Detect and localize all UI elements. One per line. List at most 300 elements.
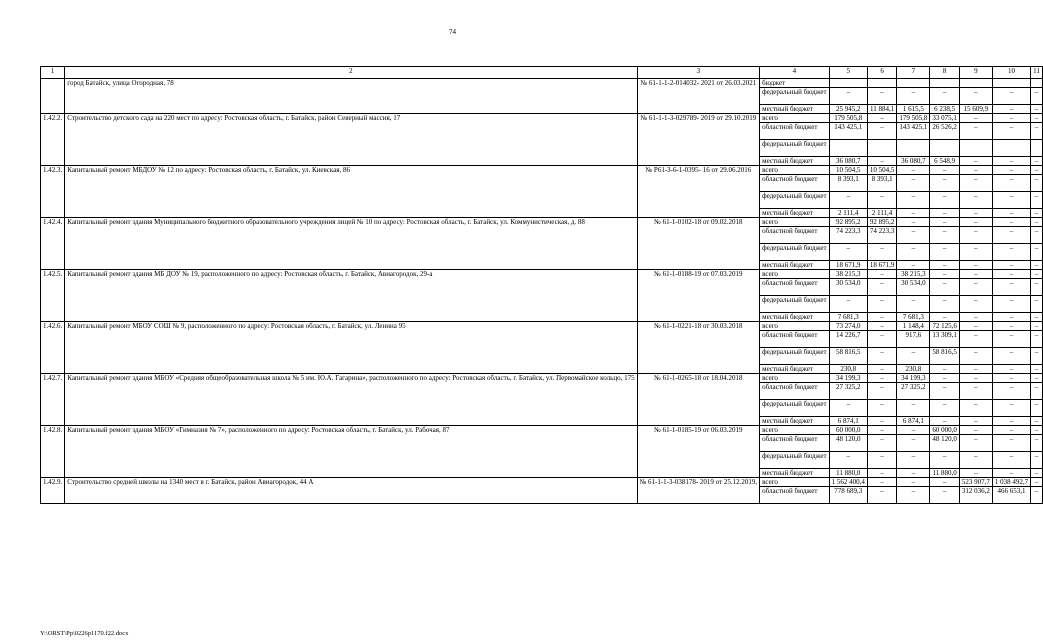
entry-id: 1.42.9. bbox=[41, 478, 65, 504]
amount-cell: 33 075,1 bbox=[930, 114, 960, 123]
amount-cell: – bbox=[867, 383, 897, 400]
amount-cell: 230,8 bbox=[897, 365, 930, 374]
amount-cell: 6 874,1 bbox=[829, 417, 867, 426]
amount-cell bbox=[959, 140, 992, 157]
amount-cell: 38 215,3 bbox=[829, 270, 867, 279]
amount-cell: – bbox=[1031, 383, 1043, 400]
entry-id: 1.42.8. bbox=[41, 426, 65, 478]
amount-cell: – bbox=[930, 452, 960, 469]
amount-cell: 7 681,3 bbox=[829, 313, 867, 322]
amount-cell: – bbox=[1031, 218, 1043, 227]
amount-cell: – bbox=[1031, 105, 1043, 114]
object-name: город Батайск, улица Огородная, 78 bbox=[65, 79, 637, 114]
object-name: Капитальный ремонт МБОУ СОШ № 9, расположенного по адресу: Ростовская область, г. Батайск, ул. Ленина 95 bbox=[65, 322, 637, 374]
amount-cell: – bbox=[959, 88, 992, 105]
amount-cell: – bbox=[829, 452, 867, 469]
amount-cell: – bbox=[897, 348, 930, 365]
amount-cell: 27 325,2 bbox=[897, 383, 930, 400]
expertise-document: № 61-1-1-3-029789- 2019 от 29.10.2019 bbox=[637, 114, 760, 166]
funding-source: федеральный бюджет bbox=[760, 192, 829, 209]
amount-cell: – bbox=[959, 166, 992, 175]
funding-source: федеральный бюджет bbox=[760, 348, 829, 365]
amount-cell: – bbox=[1031, 313, 1043, 322]
amount-cell: 143 425,1 bbox=[897, 123, 930, 140]
amount-cell: 34 199,3 bbox=[897, 374, 930, 383]
amount-cell: 38 215,3 bbox=[897, 270, 930, 279]
amount-cell: 6 238,5 bbox=[930, 105, 960, 114]
funding-table bbox=[40, 66, 1043, 504]
funding-source: местный бюджет bbox=[760, 417, 829, 426]
amount-cell: – bbox=[1031, 114, 1043, 123]
amount-cell: – bbox=[867, 487, 897, 504]
amount-cell: – bbox=[992, 88, 1030, 105]
amount-cell bbox=[930, 140, 960, 157]
funding-source: областной бюджет bbox=[760, 227, 829, 244]
amount-cell: 30 534,0 bbox=[829, 279, 867, 296]
amount-cell: 6 548,9 bbox=[930, 157, 960, 166]
amount-cell: – bbox=[867, 469, 897, 478]
amount-cell: 10 504,5 bbox=[829, 166, 867, 175]
amount-cell: – bbox=[829, 296, 867, 313]
amount-cell: – bbox=[930, 478, 960, 487]
funding-source: областной бюджет bbox=[760, 435, 829, 452]
amount-cell bbox=[1031, 140, 1043, 157]
funding-source: федеральный бюджет bbox=[760, 244, 829, 261]
amount-cell: – bbox=[867, 400, 897, 417]
funding-source: всего bbox=[760, 166, 829, 175]
funding-source: местный бюджет bbox=[760, 157, 829, 166]
amount-cell: 1 038 492,7 bbox=[992, 478, 1030, 487]
amount-cell: – bbox=[829, 192, 867, 209]
expertise-document: № 61-1-0185-19 от 06.03.2019 bbox=[637, 426, 760, 478]
amount-cell: – bbox=[1031, 400, 1043, 417]
amount-cell: 1 148,4 bbox=[897, 322, 930, 331]
amount-cell: – bbox=[1031, 426, 1043, 435]
amount-cell: – bbox=[867, 417, 897, 426]
amount-cell: – bbox=[930, 209, 960, 218]
amount-cell: – bbox=[1031, 452, 1043, 469]
funding-source: всего bbox=[760, 374, 829, 383]
funding-source: местный бюджет bbox=[760, 365, 829, 374]
amount-cell: – bbox=[992, 157, 1030, 166]
amount-cell: 143 425,1 bbox=[829, 123, 867, 140]
funding-source: всего bbox=[760, 322, 829, 331]
amount-cell: – bbox=[992, 417, 1030, 426]
amount-cell: – bbox=[930, 383, 960, 400]
amount-cell: 11 880,0 bbox=[930, 469, 960, 478]
amount-cell: – bbox=[897, 400, 930, 417]
amount-cell: 2 111,4 bbox=[867, 209, 897, 218]
amount-cell: – bbox=[959, 374, 992, 383]
amount-cell: – bbox=[1031, 279, 1043, 296]
amount-cell: – bbox=[930, 227, 960, 244]
amount-cell: – bbox=[1031, 296, 1043, 313]
header-cell: 5 bbox=[829, 67, 867, 79]
amount-cell: – bbox=[992, 374, 1030, 383]
amount-cell: – bbox=[867, 435, 897, 452]
header-cell: 9 bbox=[959, 67, 992, 79]
amount-cell: – bbox=[1031, 374, 1043, 383]
expertise-document: № 61-1-0265-18 от 18.04.2018 bbox=[637, 374, 760, 426]
amount-cell: 8 393,1 bbox=[829, 175, 867, 192]
amount-cell: – bbox=[897, 218, 930, 227]
table-row bbox=[41, 270, 1043, 279]
amount-cell: – bbox=[897, 426, 930, 435]
amount-cell: – bbox=[867, 270, 897, 279]
amount-cell: – bbox=[992, 175, 1030, 192]
amount-cell: – bbox=[867, 322, 897, 331]
amount-cell: – bbox=[1031, 331, 1043, 348]
amount-cell: – bbox=[897, 244, 930, 261]
amount-cell: – bbox=[1031, 478, 1043, 487]
amount-cell: – bbox=[1031, 487, 1043, 504]
amount-cell: 179 505,8 bbox=[897, 114, 930, 123]
amount-cell: – bbox=[992, 105, 1030, 114]
amount-cell: – bbox=[1031, 88, 1043, 105]
amount-cell: – bbox=[1031, 469, 1043, 478]
amount-cell: – bbox=[930, 88, 960, 105]
amount-cell: – bbox=[959, 279, 992, 296]
table-row bbox=[41, 478, 1043, 487]
amount-cell: – bbox=[959, 192, 992, 209]
amount-cell: 18 671,9 bbox=[829, 261, 867, 270]
amount-cell bbox=[897, 140, 930, 157]
amount-cell bbox=[992, 79, 1030, 88]
funding-source: местный бюджет bbox=[760, 313, 829, 322]
amount-cell: – bbox=[867, 123, 897, 140]
header-cell: 8 bbox=[930, 67, 960, 79]
amount-cell: 7 681,3 bbox=[897, 313, 930, 322]
amount-cell: – bbox=[930, 218, 960, 227]
amount-cell: 15 609,9 bbox=[959, 105, 992, 114]
amount-cell: – bbox=[1031, 192, 1043, 209]
amount-cell: – bbox=[930, 261, 960, 270]
amount-cell: – bbox=[959, 218, 992, 227]
header-cell: 3 bbox=[637, 67, 760, 79]
funding-source: областной бюджет bbox=[760, 331, 829, 348]
amount-cell: – bbox=[1031, 261, 1043, 270]
table-row bbox=[41, 166, 1043, 175]
amount-cell: – bbox=[867, 192, 897, 209]
amount-cell: – bbox=[930, 313, 960, 322]
amount-cell: 74 223,3 bbox=[867, 227, 897, 244]
amount-cell: – bbox=[930, 365, 960, 374]
amount-cell: – bbox=[959, 157, 992, 166]
amount-cell: 8 393,1 bbox=[867, 175, 897, 192]
amount-cell: 36 080,7 bbox=[897, 157, 930, 166]
amount-cell: – bbox=[867, 114, 897, 123]
amount-cell bbox=[897, 79, 930, 88]
amount-cell: – bbox=[897, 469, 930, 478]
amount-cell: – bbox=[897, 452, 930, 469]
amount-cell: – bbox=[867, 313, 897, 322]
amount-cell bbox=[829, 79, 867, 88]
header-cell: 2 bbox=[65, 67, 637, 79]
amount-cell: – bbox=[959, 114, 992, 123]
amount-cell: – bbox=[1031, 227, 1043, 244]
expertise-document: № 61-1-0102-18 от 09.02.2018 bbox=[637, 218, 760, 270]
amount-cell: – bbox=[829, 400, 867, 417]
amount-cell: – bbox=[959, 175, 992, 192]
amount-cell: – bbox=[959, 435, 992, 452]
amount-cell: – bbox=[829, 88, 867, 105]
amount-cell: 60 000,0 bbox=[829, 426, 867, 435]
amount-cell: 48 120,0 bbox=[930, 435, 960, 452]
header-cell: 7 bbox=[897, 67, 930, 79]
funding-source: местный бюджет bbox=[760, 105, 829, 114]
amount-cell: – bbox=[992, 452, 1030, 469]
amount-cell: – bbox=[992, 435, 1030, 452]
amount-cell: – bbox=[897, 227, 930, 244]
amount-cell: – bbox=[829, 244, 867, 261]
funding-source: федеральный бюджет bbox=[760, 88, 829, 105]
funding-source: всего bbox=[760, 114, 829, 123]
funding-source: областной бюджет bbox=[760, 279, 829, 296]
entry-id: 1.42.6. bbox=[41, 322, 65, 374]
amount-cell: – bbox=[897, 192, 930, 209]
amount-cell: – bbox=[959, 270, 992, 279]
funding-source: бюджет bbox=[760, 79, 829, 88]
amount-cell: – bbox=[992, 400, 1030, 417]
object-name: Строительство детского сада на 220 мест по адресу: Ростовская область, г. Батайск, район Северный массив, 17 bbox=[65, 114, 637, 166]
amount-cell: – bbox=[992, 114, 1030, 123]
amount-cell: – bbox=[992, 331, 1030, 348]
object-name: Капитальный ремонт здания Муниципального бюджетного образовательного учреждения лицей № 10 по адресу: Ростовская область, г. Батайск, ул. Коммунистическая, д. 88 bbox=[65, 218, 637, 270]
amount-cell: 6 874,1 bbox=[897, 417, 930, 426]
amount-cell: 14 226,7 bbox=[829, 331, 867, 348]
amount-cell: – bbox=[959, 348, 992, 365]
amount-cell: – bbox=[992, 279, 1030, 296]
amount-cell: – bbox=[959, 227, 992, 244]
amount-cell: – bbox=[897, 435, 930, 452]
amount-cell: 11 884,1 bbox=[867, 105, 897, 114]
amount-cell: 58 816,5 bbox=[829, 348, 867, 365]
amount-cell: 18 671,9 bbox=[867, 261, 897, 270]
amount-cell bbox=[867, 79, 897, 88]
amount-cell: – bbox=[930, 296, 960, 313]
entry-id bbox=[41, 79, 65, 114]
funding-source: федеральный бюджет bbox=[760, 452, 829, 469]
object-name: Капитальный ремонт здания МБОУ «Гимназия № 7», расположенного по адресу: Ростовская область, г. Батайск, ул. Рабочая, 87 bbox=[65, 426, 637, 478]
amount-cell bbox=[959, 79, 992, 88]
funding-source: местный бюджет bbox=[760, 261, 829, 270]
amount-cell: – bbox=[959, 426, 992, 435]
amount-cell: – bbox=[992, 209, 1030, 218]
amount-cell bbox=[992, 140, 1030, 157]
expertise-document: № 61-1-1-2-014032- 2021 от 26.03.2021 bbox=[637, 79, 760, 114]
table-row bbox=[41, 114, 1043, 123]
amount-cell: – bbox=[897, 487, 930, 504]
funding-source: областной бюджет bbox=[760, 175, 829, 192]
header-cell: 10 bbox=[992, 67, 1030, 79]
amount-cell: – bbox=[959, 296, 992, 313]
amount-cell: – bbox=[1031, 244, 1043, 261]
amount-cell: – bbox=[992, 426, 1030, 435]
amount-cell: – bbox=[930, 166, 960, 175]
amount-cell: – bbox=[867, 157, 897, 166]
funding-source: областной бюджет bbox=[760, 123, 829, 140]
amount-cell: 466 653,1 bbox=[992, 487, 1030, 504]
amount-cell: 2 111,4 bbox=[829, 209, 867, 218]
amount-cell: – bbox=[1031, 365, 1043, 374]
amount-cell: 34 199,3 bbox=[829, 374, 867, 383]
amount-cell: – bbox=[992, 348, 1030, 365]
page-number: 74 bbox=[449, 28, 456, 36]
amount-cell: – bbox=[930, 400, 960, 417]
amount-cell: – bbox=[897, 261, 930, 270]
amount-cell: 60 000,0 bbox=[930, 426, 960, 435]
amount-cell: – bbox=[897, 478, 930, 487]
funding-source: областной бюджет bbox=[760, 383, 829, 400]
entry-id: 1.42.4. bbox=[41, 218, 65, 270]
table-row bbox=[41, 79, 1043, 88]
amount-cell: – bbox=[959, 244, 992, 261]
amount-cell: – bbox=[959, 452, 992, 469]
amount-cell: 1 615,5 bbox=[897, 105, 930, 114]
amount-cell: 11 880,0 bbox=[829, 469, 867, 478]
amount-cell: – bbox=[992, 469, 1030, 478]
amount-cell: – bbox=[930, 279, 960, 296]
expertise-document: № 61-1-1-3-038178- 2019 от 25.12.2019, bbox=[637, 478, 760, 504]
amount-cell: – bbox=[867, 88, 897, 105]
expertise-document: № 61-1-0221-18 от 30.03.2018 bbox=[637, 322, 760, 374]
table-row bbox=[41, 374, 1043, 383]
funding-source: всего bbox=[760, 478, 829, 487]
funding-source: местный бюджет bbox=[760, 209, 829, 218]
object-name: Капитальный ремонт здания МБОУ «Средняя общеобразовательная школа № 5 им. Ю.А. Гагарина», расположенного по адресу: Ростовская область, г. Батайск, ул. Первомайское кольцо, 175 bbox=[65, 374, 637, 426]
amount-cell: 27 325,2 bbox=[829, 383, 867, 400]
amount-cell: – bbox=[1031, 348, 1043, 365]
amount-cell: – bbox=[992, 296, 1030, 313]
amount-cell: – bbox=[992, 244, 1030, 261]
amount-cell: – bbox=[992, 123, 1030, 140]
entry-id: 1.42.3. bbox=[41, 166, 65, 218]
amount-cell: – bbox=[867, 374, 897, 383]
amount-cell: 13 309,1 bbox=[930, 331, 960, 348]
amount-cell: 73 274,0 bbox=[829, 322, 867, 331]
amount-cell: – bbox=[959, 400, 992, 417]
amount-cell: – bbox=[992, 261, 1030, 270]
object-name: Капитальный ремонт МБДОУ № 12 по адресу: Ростовская область, г. Батайск, ул. Киевская, 86 bbox=[65, 166, 637, 218]
amount-cell: – bbox=[930, 270, 960, 279]
amount-cell: – bbox=[1031, 209, 1043, 218]
amount-cell: – bbox=[867, 426, 897, 435]
amount-cell: – bbox=[959, 365, 992, 374]
amount-cell: – bbox=[959, 469, 992, 478]
amount-cell: – bbox=[992, 383, 1030, 400]
amount-cell: – bbox=[959, 209, 992, 218]
amount-cell: 26 526,2 bbox=[930, 123, 960, 140]
amount-cell: – bbox=[992, 322, 1030, 331]
amount-cell: – bbox=[992, 270, 1030, 279]
amount-cell: 74 223,3 bbox=[829, 227, 867, 244]
amount-cell: 230,8 bbox=[829, 365, 867, 374]
funding-source: всего bbox=[760, 218, 829, 227]
header-row bbox=[41, 67, 1043, 79]
amount-cell: – bbox=[897, 88, 930, 105]
entry-id: 1.42.5. bbox=[41, 270, 65, 322]
amount-cell: – bbox=[897, 296, 930, 313]
amount-cell: – bbox=[959, 313, 992, 322]
header-cell: 4 bbox=[760, 67, 829, 79]
amount-cell: – bbox=[992, 192, 1030, 209]
amount-cell: – bbox=[959, 417, 992, 426]
amount-cell: 92 895,2 bbox=[829, 218, 867, 227]
funding-source: федеральный бюджет bbox=[760, 400, 829, 417]
amount-cell: – bbox=[867, 296, 897, 313]
amount-cell: – bbox=[867, 244, 897, 261]
amount-cell: – bbox=[1031, 435, 1043, 452]
amount-cell: – bbox=[992, 218, 1030, 227]
amount-cell: – bbox=[1031, 175, 1043, 192]
header-cell: 11 bbox=[1031, 67, 1043, 79]
amount-cell: – bbox=[959, 322, 992, 331]
amount-cell bbox=[1031, 79, 1043, 88]
amount-cell: – bbox=[930, 175, 960, 192]
amount-cell: 58 816,5 bbox=[930, 348, 960, 365]
amount-cell: – bbox=[959, 383, 992, 400]
amount-cell: 36 080,7 bbox=[829, 157, 867, 166]
amount-cell: 1 562 400,4 bbox=[829, 478, 867, 487]
amount-cell: 312 036,2 bbox=[959, 487, 992, 504]
amount-cell: – bbox=[867, 365, 897, 374]
amount-cell: – bbox=[1031, 123, 1043, 140]
amount-cell: – bbox=[930, 374, 960, 383]
amount-cell: 778 689,3 bbox=[829, 487, 867, 504]
amount-cell: 10 504,5 bbox=[867, 166, 897, 175]
amount-cell: 72 125,6 bbox=[930, 322, 960, 331]
amount-cell: – bbox=[959, 331, 992, 348]
amount-cell: 917,6 bbox=[897, 331, 930, 348]
object-name: Строительство средней школы на 1340 мест в г. Батайск, район Авиагородок, 44 А bbox=[65, 478, 637, 504]
object-name: Капитальный ремонт здания МБ ДОУ № 19, расположенного по адресу: Ростовская область, г. Батайск, Авиагородок, 29-а bbox=[65, 270, 637, 322]
amount-cell bbox=[829, 140, 867, 157]
amount-cell: – bbox=[897, 175, 930, 192]
amount-cell: – bbox=[930, 244, 960, 261]
amount-cell: – bbox=[992, 365, 1030, 374]
amount-cell: – bbox=[959, 123, 992, 140]
table-row bbox=[41, 322, 1043, 331]
amount-cell: – bbox=[930, 417, 960, 426]
amount-cell: – bbox=[992, 313, 1030, 322]
table-row bbox=[41, 218, 1043, 227]
amount-cell: – bbox=[867, 478, 897, 487]
amount-cell: – bbox=[1031, 322, 1043, 331]
expertise-document: № 61-1-0188-19 от 07.03.2019 bbox=[637, 270, 760, 322]
entry-id: 1.42.7. bbox=[41, 374, 65, 426]
amount-cell: – bbox=[897, 166, 930, 175]
amount-cell: – bbox=[992, 227, 1030, 244]
funding-source: всего bbox=[760, 426, 829, 435]
amount-cell bbox=[867, 140, 897, 157]
funding-source: областной бюджет bbox=[760, 487, 829, 504]
expertise-document: № Р61-3-6-1-0395- 16 от 29.06.2016 bbox=[637, 166, 760, 218]
funding-source: местный бюджет bbox=[760, 469, 829, 478]
amount-cell: – bbox=[930, 192, 960, 209]
amount-cell: 48 120,0 bbox=[829, 435, 867, 452]
entry-id: 1.42.2. bbox=[41, 114, 65, 166]
amount-cell: 523 907,7 bbox=[959, 478, 992, 487]
header-cell: 1 bbox=[41, 67, 65, 79]
amount-cell: 25 945,2 bbox=[829, 105, 867, 114]
funding-source: федеральный бюджет bbox=[760, 296, 829, 313]
header-cell: 6 bbox=[867, 67, 897, 79]
amount-cell: – bbox=[1031, 157, 1043, 166]
amount-cell: 92 895,2 bbox=[867, 218, 897, 227]
amount-cell: 30 534,0 bbox=[897, 279, 930, 296]
amount-cell: – bbox=[867, 331, 897, 348]
amount-cell: – bbox=[867, 452, 897, 469]
